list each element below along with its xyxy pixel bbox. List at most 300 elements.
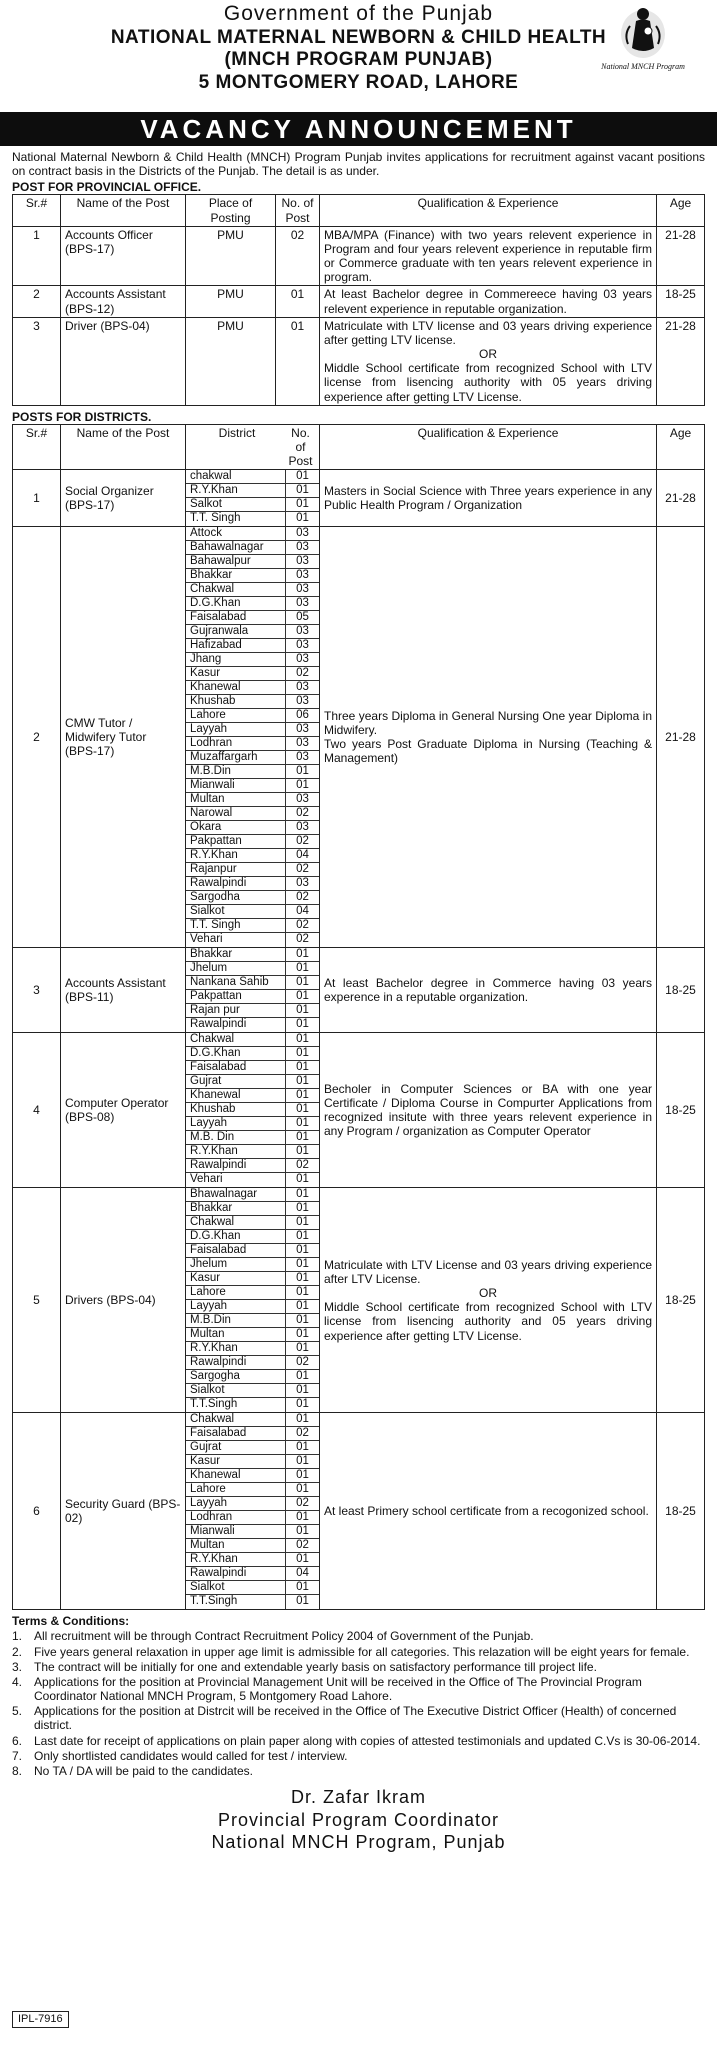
district-name: M.B. Din — [186, 1131, 286, 1144]
district-line — [186, 723, 319, 737]
post-cell: Security Guard (BPS-02) — [61, 1413, 186, 1610]
district-name: Jhelum — [186, 1258, 286, 1271]
district-line — [186, 1567, 319, 1581]
qualification-cell — [320, 527, 657, 948]
sr-cell: 4 — [13, 1033, 61, 1188]
signatory-title: Provincial Program Coordinator — [217, 1809, 500, 1830]
district-count: 01 — [296, 1018, 309, 1031]
district-count: 03 — [296, 555, 309, 568]
term-number: 2. — [12, 1644, 23, 1659]
sr-cell: 5 — [13, 1188, 61, 1413]
col-district: District No. of Post — [186, 424, 320, 469]
district-name: Layyah — [186, 1300, 286, 1313]
table-row — [13, 226, 705, 286]
district-name: Faisalabad — [186, 611, 286, 624]
district-count: 01 — [296, 1004, 309, 1017]
district-name: Kasur — [186, 1455, 286, 1468]
district-line — [186, 681, 319, 695]
district-count: 02 — [296, 891, 309, 904]
district-count: 03 — [296, 541, 309, 554]
district-line — [186, 1286, 319, 1300]
district-line — [186, 1103, 319, 1117]
district-count: 01 — [296, 765, 309, 778]
age-cell: 18-25 — [657, 1033, 705, 1188]
qualification-cell — [320, 317, 657, 405]
district-count: 01 — [296, 1061, 309, 1074]
table-row — [13, 1033, 705, 1188]
sr-cell: 2 — [13, 527, 61, 948]
district-line — [186, 1004, 319, 1018]
district-count: 01 — [296, 1075, 309, 1088]
district-name: Rajanpur — [186, 863, 286, 876]
district-count: 03 — [296, 681, 309, 694]
term-item — [12, 1629, 705, 1643]
district-line — [186, 751, 319, 765]
district-name: Sialkot — [186, 1581, 286, 1594]
district-count: 01 — [296, 1384, 309, 1397]
district-line — [186, 695, 319, 709]
district-line — [186, 1300, 319, 1314]
intro-text: National Maternal Newborn & Child Health (MNCH) Program Punjab invites applications for recruitment against vacant positions on contract basis in the Districts of the Punjab. The detail is as under. — [12, 150, 705, 179]
district-name: Sialkot — [186, 1384, 286, 1397]
district-count: 02 — [296, 933, 309, 946]
district-line — [186, 597, 319, 611]
district-line — [186, 1413, 319, 1427]
district-name: Mianwali — [186, 1525, 286, 1538]
district-name: T.T.Singh — [186, 1398, 286, 1412]
post-cell: Accounts Officer (BPS-17) — [61, 226, 186, 286]
district-name: R.Y.Khan — [186, 1342, 286, 1355]
district-name: Pakpattan — [186, 835, 286, 848]
district-name: Lahore — [186, 1483, 286, 1496]
district-line — [186, 527, 319, 541]
district-line — [186, 1511, 319, 1525]
district-line — [186, 611, 319, 625]
district-name: Vehari — [186, 933, 286, 947]
qualification-cell — [320, 1188, 657, 1413]
term-text: Applications for the position at Provincial Management Unit will be received in the Office of The Provincial Program Coordinator National MNCH Program, 5 Montgomery Road Lahore. — [34, 1674, 642, 1704]
district-list-cell — [186, 527, 320, 948]
district-name: Kasur — [186, 667, 286, 680]
district-line — [186, 1173, 319, 1187]
districts-heading: POSTS FOR DISTRICTS. — [12, 409, 152, 424]
district-count: 01 — [296, 512, 309, 525]
district-name: Rawalpindi — [186, 1018, 286, 1032]
table-row — [13, 317, 705, 405]
district-count: 06 — [296, 709, 309, 722]
qualification-text: Matriculate with LTV license and 03 years driving experience after getting LTV license. — [324, 318, 652, 347]
district-line — [186, 555, 319, 569]
district-count: 01 — [296, 484, 309, 497]
district-name: Multan — [186, 1328, 286, 1341]
district-line — [186, 1061, 319, 1075]
district-count: 03 — [296, 653, 309, 666]
district-count: 01 — [296, 1089, 309, 1102]
district-count: 03 — [296, 695, 309, 708]
post-cell: Accounts Assistant (BPS-11) — [61, 948, 186, 1033]
logo-caption: National MNCH Program — [601, 62, 685, 71]
sr-cell: 1 — [13, 226, 61, 286]
provincial-heading: POST FOR PROVINCIAL OFFICE. — [12, 180, 202, 195]
age-cell: 18-25 — [657, 286, 705, 317]
qualification-text: At least Bachelor degree in Commerce having 03 years experence in a reputable organization. — [324, 976, 652, 1005]
district-line — [186, 1328, 319, 1342]
age-cell: 18-25 — [657, 948, 705, 1033]
term-item — [12, 1764, 705, 1778]
provincial-table — [12, 194, 705, 405]
district-name: R.Y.Khan — [186, 1145, 286, 1158]
district-name: Vehari — [186, 1173, 286, 1187]
qualification-text: At least Bachelor degree in Commereece having 03 years relevent experience in reputable organization. — [324, 287, 652, 316]
district-name: Bhakkar — [186, 948, 286, 961]
district-count: 01 — [296, 1300, 309, 1313]
district-line — [186, 891, 319, 905]
age-cell: 18-25 — [657, 1188, 705, 1413]
district-line — [186, 667, 319, 681]
qualification-cell — [320, 286, 657, 317]
qualification-cell — [320, 948, 657, 1033]
district-count: 02 — [296, 863, 309, 876]
district-line — [186, 1230, 319, 1244]
post-cell: Accounts Assistant (BPS-12) — [61, 286, 186, 317]
district-line — [186, 1047, 319, 1061]
district-line — [186, 1202, 319, 1216]
districts-header-row — [13, 424, 705, 469]
qualification-text: MBA/MPA (Finance) with two years relevent experience in Program and four years relevent experience in reputable firm or Commerce graduate with ten years relevent experience in program. — [324, 227, 652, 285]
district-line — [186, 1258, 319, 1272]
col-sr: Sr.# — [13, 424, 61, 469]
term-text: Applications for the position at Distrcit will be received in the Office of The Executive District Officer (Health) of concerned district. — [34, 1704, 677, 1733]
district-name: Attock — [186, 527, 286, 540]
term-item — [12, 1749, 705, 1763]
district-line — [186, 709, 319, 723]
district-name: chakwal — [186, 470, 286, 483]
district-line — [186, 849, 319, 863]
district-line — [186, 569, 319, 583]
place-cell: PMU — [186, 286, 276, 317]
header-address: 5 MONTGOMERY ROAD, LAHORE — [198, 71, 519, 93]
provincial-rows — [13, 226, 705, 405]
term-number: 5. — [12, 1704, 23, 1719]
district-name: Jhelum — [186, 962, 286, 975]
district-count: 03 — [296, 723, 309, 736]
district-name: Rawalpindi — [186, 1567, 286, 1580]
district-count: 01 — [296, 1145, 309, 1158]
district-line — [186, 835, 319, 849]
term-text: All recruitment will be through Contract Recruitment Policy 2004 of Government of the Punjab. — [34, 1629, 534, 1644]
district-name: Khanewal — [186, 1469, 286, 1482]
district-count: 01 — [296, 1244, 309, 1257]
signatory-name: Dr. Zafar Ikram — [290, 1787, 426, 1807]
district-line — [186, 1117, 319, 1131]
district-line — [186, 625, 319, 639]
age-cell: 21-28 — [657, 470, 705, 527]
district-name: Rawalpindi — [186, 877, 286, 890]
place-cell: PMU — [186, 226, 276, 286]
district-line — [186, 933, 319, 947]
district-count: 03 — [296, 751, 309, 764]
sr-cell: 2 — [13, 286, 61, 317]
term-number: 6. — [12, 1733, 23, 1748]
place-cell: PMU — [186, 317, 276, 405]
district-count: 01 — [296, 1525, 309, 1538]
term-item — [12, 1675, 705, 1703]
header-government: Government of the Punjab — [223, 2, 494, 25]
qualification-text: Three years Diploma in General Nursing One year Diploma in Midwifery. — [324, 708, 652, 738]
district-count: 02 — [296, 1159, 309, 1172]
table-row — [13, 948, 705, 1033]
district-line — [186, 1525, 319, 1539]
term-text: Only shortlisted candidates would called for test / interview. — [34, 1748, 348, 1763]
district-line — [186, 877, 319, 891]
col-place: Place of Posting — [186, 195, 276, 226]
district-name: M.B.Din — [186, 765, 286, 778]
col-age: Age — [657, 195, 705, 226]
district-name: Rawalpindi — [186, 1356, 286, 1369]
district-line — [186, 905, 319, 919]
district-name: Khanewal — [186, 1089, 286, 1102]
district-name: R.Y.Khan — [186, 484, 286, 497]
age-cell: 21-28 — [657, 317, 705, 405]
district-line — [186, 1272, 319, 1286]
district-count: 01 — [296, 962, 309, 975]
district-name: Multan — [186, 793, 286, 806]
provincial-header-row — [13, 195, 705, 226]
district-line — [186, 1342, 319, 1356]
district-line — [186, 1018, 319, 1032]
district-name: Rajan pur — [186, 1004, 286, 1017]
district-count: 03 — [296, 569, 309, 582]
district-name: Faisalabad — [186, 1427, 286, 1440]
district-line — [186, 1356, 319, 1370]
district-count: 01 — [296, 1511, 309, 1524]
term-number: 8. — [12, 1763, 23, 1778]
district-line — [186, 793, 319, 807]
count-cell: 01 — [276, 286, 320, 317]
qualification-text: Masters in Social Science with Three years experience in any Public Health Program / Organization — [324, 484, 652, 513]
district-count: 02 — [296, 667, 309, 680]
post-cell: Social Organizer (BPS-17) — [61, 470, 186, 527]
district-line — [186, 1033, 319, 1047]
term-item — [12, 1734, 705, 1748]
mother-child-icon — [616, 4, 670, 62]
district-name: Faisalabad — [186, 1244, 286, 1257]
district-name: T.T. Singh — [186, 512, 286, 526]
district-count: 01 — [296, 1398, 309, 1411]
district-name: Chakwal — [186, 1033, 286, 1046]
sr-cell: 3 — [13, 948, 61, 1033]
district-count: 01 — [296, 1033, 309, 1046]
col-post: Name of the Post — [61, 424, 186, 469]
header-program: (MNCH PROGRAM PUNJAB) — [224, 49, 493, 71]
district-count: 03 — [296, 639, 309, 652]
count-cell: 01 — [276, 317, 320, 405]
sr-cell: 3 — [13, 317, 61, 405]
qualification-alt-text: Two years Post Graduate Diploma in Nursing (Teaching & Management) — [324, 737, 652, 766]
district-name: Gujrat — [186, 1075, 286, 1088]
district-line — [186, 1581, 319, 1595]
district-line — [186, 484, 319, 498]
district-count: 03 — [296, 737, 309, 750]
district-name: T.T. Singh — [186, 919, 286, 932]
district-count: 02 — [296, 835, 309, 848]
post-cell: Drivers (BPS-04) — [61, 1188, 186, 1413]
district-line — [186, 779, 319, 793]
district-line — [186, 498, 319, 512]
district-name: Chakwal — [186, 1216, 286, 1229]
district-name: Muzaffargarh — [186, 751, 286, 764]
district-name: Hafizabad — [186, 639, 286, 652]
term-text: No TA / DA will be paid to the candidates. — [34, 1763, 254, 1778]
district-name: Bahawalpur — [186, 555, 286, 568]
count-cell: 02 — [276, 226, 320, 286]
district-count: 04 — [296, 905, 309, 918]
district-line — [186, 807, 319, 821]
district-line — [186, 1441, 319, 1455]
district-line — [186, 976, 319, 990]
age-cell: 21-28 — [657, 527, 705, 948]
district-count: 03 — [296, 877, 309, 890]
district-name: Sialkot — [186, 905, 286, 918]
or-text: OR — [479, 1286, 497, 1301]
district-name: D.G.Khan — [186, 1047, 286, 1060]
district-count: 01 — [296, 1173, 309, 1186]
qualification-text: Becholer in Computer Sciences or BA with one year Certificate / Diploma Course in Compurter Applications from recognized insitute with three years relevent experience in any Program / organization as Computer Operator — [324, 1081, 652, 1139]
district-count: 01 — [296, 1483, 309, 1496]
district-line — [186, 639, 319, 653]
district-name: Gujranwala — [186, 625, 286, 638]
vacancy-banner: VACANCY ANNOUNCEMENT — [0, 112, 717, 146]
district-line — [186, 962, 319, 976]
district-count: 01 — [296, 1413, 309, 1426]
header-organization: NATIONAL MATERNAL NEWBORN & CHILD HEALTH — [110, 26, 607, 48]
district-count: 01 — [296, 1131, 309, 1144]
district-line — [186, 1075, 319, 1089]
district-count: 01 — [296, 1202, 309, 1215]
district-count: 04 — [296, 849, 309, 862]
qualification-cell — [320, 1413, 657, 1610]
district-count: 01 — [296, 779, 309, 792]
term-item — [12, 1660, 705, 1674]
district-count: 01 — [296, 1314, 309, 1327]
col-sr: Sr.# — [13, 195, 61, 226]
district-name: Lodhran — [186, 737, 286, 750]
district-count: 01 — [296, 498, 309, 511]
district-name: Chakwal — [186, 583, 286, 596]
district-name: Lahore — [186, 709, 286, 722]
district-name: Lodhran — [186, 1511, 286, 1524]
signature-block — [12, 1786, 705, 1854]
district-line — [186, 1131, 319, 1145]
sr-cell: 1 — [13, 470, 61, 527]
district-count: 03 — [296, 625, 309, 638]
district-name: Bhawalnagar — [186, 1188, 286, 1201]
district-count: 02 — [296, 1356, 309, 1369]
district-count: 03 — [296, 527, 309, 540]
or-text: OR — [479, 347, 497, 362]
qualification-cell — [320, 470, 657, 527]
district-count: 03 — [296, 821, 309, 834]
district-count: 01 — [296, 1103, 309, 1116]
district-name: R.Y.Khan — [186, 849, 286, 862]
terms-heading: Terms & Conditions: — [12, 1614, 130, 1629]
district-list-cell — [186, 470, 320, 527]
district-name: R.Y.Khan — [186, 1553, 286, 1566]
district-count: 01 — [296, 990, 309, 1003]
district-list-cell — [186, 1033, 320, 1188]
district-count: 01 — [296, 1286, 309, 1299]
district-name: T.T.Singh — [186, 1595, 286, 1609]
district-name: D.G.Khan — [186, 597, 286, 610]
qualification-text: At least Primery school certificate from a recogonized school. — [324, 1504, 649, 1519]
header — [12, 0, 705, 112]
district-line — [186, 1483, 319, 1497]
district-line — [186, 948, 319, 962]
district-count: 04 — [296, 1567, 309, 1580]
district-count: 01 — [296, 1455, 309, 1468]
district-line — [186, 737, 319, 751]
district-line — [186, 765, 319, 779]
district-line — [186, 821, 319, 835]
district-count: 02 — [296, 1539, 309, 1552]
district-count: 01 — [296, 1258, 309, 1271]
term-number: 1. — [12, 1629, 23, 1644]
qualification-cell — [320, 226, 657, 286]
district-line — [186, 1216, 319, 1230]
qualification-alt-text: Middle School certificate from recognized School with LTV license from lisencing authority and 05 years driving experience after getting LTV License. — [324, 1300, 652, 1343]
district-line — [186, 863, 319, 877]
district-line — [186, 1427, 319, 1441]
term-item — [12, 1704, 705, 1732]
district-line — [186, 1314, 319, 1328]
age-cell: 21-28 — [657, 226, 705, 286]
qualification-text: Matriculate with LTV License and 03 years driving experience after LTV License. — [324, 1257, 652, 1286]
table-row — [13, 1188, 705, 1413]
district-list-cell — [186, 1413, 320, 1610]
districts-table — [12, 424, 705, 1610]
district-count: 01 — [296, 1272, 309, 1285]
district-count: 01 — [296, 1342, 309, 1355]
district-count: 01 — [296, 1047, 309, 1060]
district-count: 01 — [296, 1441, 309, 1454]
post-cell: Driver (BPS-04) — [61, 317, 186, 405]
district-name: M.B.Din — [186, 1314, 286, 1327]
district-line — [186, 1159, 319, 1173]
table-row — [13, 527, 705, 948]
col-qualification: Qualification & Experience — [320, 424, 657, 469]
district-line — [186, 1469, 319, 1483]
district-line — [186, 1539, 319, 1553]
district-count: 01 — [296, 1117, 309, 1130]
col-post: Name of the Post — [61, 195, 186, 226]
district-name: Khushab — [186, 695, 286, 708]
ipl-reference: IPL-7916 — [12, 2011, 69, 2028]
term-text: The contract will be initially for one and extendable yearly basis on satisfactory performance till project life. — [34, 1659, 597, 1674]
district-count: 01 — [296, 1370, 309, 1383]
col-qualification: Qualification & Experience — [320, 195, 657, 226]
district-line — [186, 990, 319, 1004]
district-name: Bahawalnagar — [186, 541, 286, 554]
qualification-cell — [320, 1033, 657, 1188]
term-number: 3. — [12, 1659, 23, 1674]
district-line — [186, 1553, 319, 1567]
terms-section — [12, 1614, 705, 1778]
district-name: Layyah — [186, 1497, 286, 1510]
term-text: Five years general relaxation in upper age limit is admissible for all categories. This relazation will be eight years for female. — [34, 1644, 690, 1659]
districts-rows — [13, 470, 705, 1610]
district-name: Rawalpindi — [186, 1159, 286, 1172]
district-line — [186, 653, 319, 667]
